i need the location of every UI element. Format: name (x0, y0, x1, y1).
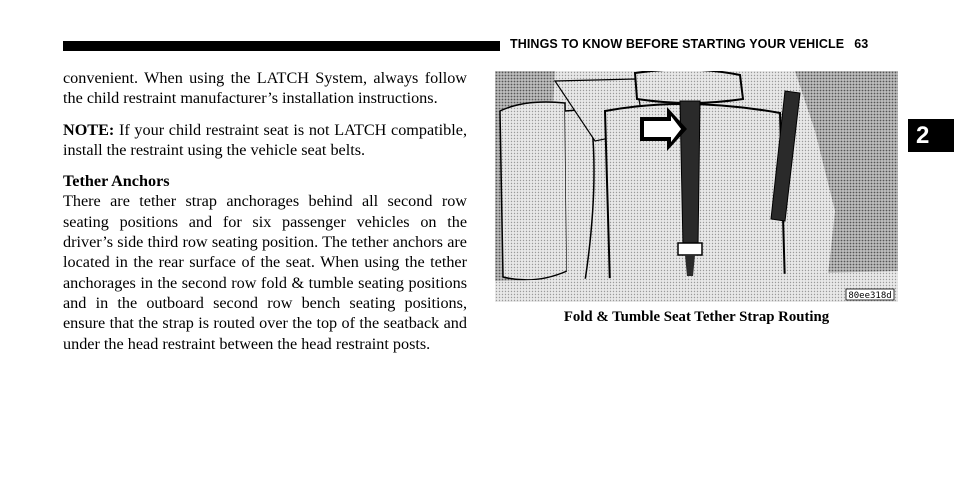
note-label: NOTE: (63, 120, 115, 139)
text-column (63, 68, 467, 354)
figure-caption: Fold & Tumble Seat Tether Strap Routing (563, 309, 830, 325)
header-title: THINGS TO KNOW BEFORE STARTING YOUR VEHICLE (510, 37, 845, 51)
page-number: 63 (854, 37, 869, 51)
intro-paragraph: convenient. When using the LATCH System, always follow the child restraint manufacturer’s installation instructions. (63, 69, 467, 108)
running-header (510, 37, 868, 51)
note-paragraph (63, 120, 467, 161)
figure-code: 80ee318d (848, 291, 892, 301)
section-heading: Tether Anchors (63, 172, 170, 191)
header-rule (63, 41, 500, 51)
seat-illustration (495, 71, 898, 302)
chapter-tab: 2 (908, 119, 954, 152)
section-paragraph: There are tether strap anchorages behind all second row seating positions and for six passenger vehicles on the driver’s side third row seating position. The tether anchors are located in the rear surface of the seat. When using the tether anchorages in the second row fold & tumble seating positions and in the outboard second row bench seating positions, ensure that the strap is routed over the top of the seatback and under the head restraint between the head restraint posts. (63, 192, 467, 353)
note-text: If your child restraint seat is not LATCH compatible, install the restraint using the vehicle seat belts. (63, 120, 467, 159)
